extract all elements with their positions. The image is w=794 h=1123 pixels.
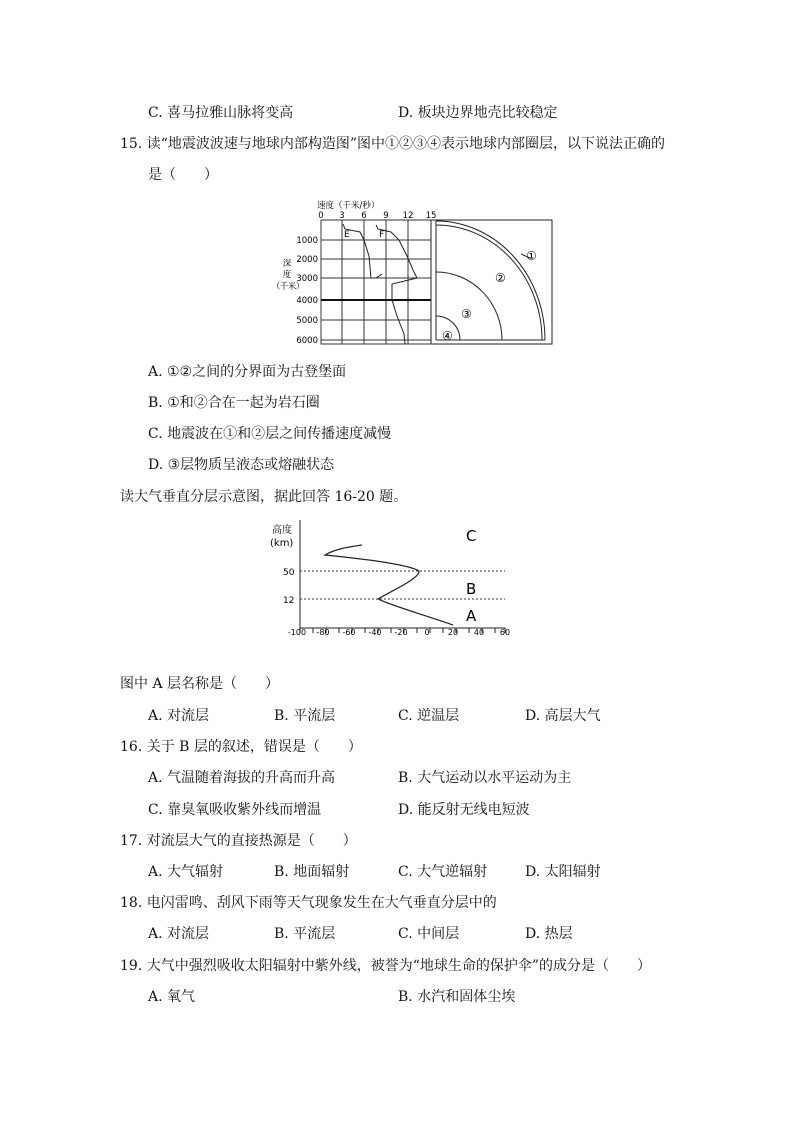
depth-label-char: （ [271,282,281,292]
q16-stem: 16. 关于 B 层的叙述，错误是（ ） [120,739,362,755]
y-tick-12: 12 [283,596,295,606]
x-tick: 60 [499,628,511,637]
depth-label-char: ） [295,282,305,292]
depth-axis-label [272,259,305,292]
depth-label-char: 度 [282,270,292,280]
wave-f-label: F [379,230,385,240]
q15-option-a: A. ①②之间的分界面为古登堡面 [148,364,347,380]
q19-options [0,987,794,1007]
layer-labels [442,249,537,343]
speed-tick: 0 [318,211,324,221]
speed-tick: 12 [402,211,414,221]
x-axis-tick-labels [288,628,510,637]
q16-option-c: C. 靠臭氧吸收紫外线而增温 [148,802,322,818]
depth-label-char: 深 [282,259,292,269]
layer-1-label: ① [526,249,537,263]
q18-option-a: A. 对流层 [148,926,210,942]
wave-e-curve [343,224,385,278]
seismic-grid [321,220,431,344]
q18-stem: 18. 电闪雷鸣、刮风下雨等天气现象发生在大气垂直分层中的 [120,895,497,911]
qA-options [0,706,794,726]
q15-stem-line1: 15. 读“地震波波速与地球内部构造图”图中①②③④表示地球内部圈层，以下说法正确的 [120,136,666,152]
wave-e-label: E [344,230,350,240]
qA-option-c: C. 逆温层 [398,708,460,724]
q19-option-a: A. 氧气 [148,989,196,1005]
x-axis-minor-ticks [300,628,505,633]
earth-structure-quadrant [431,220,552,344]
depth-tick: 4000 [296,296,318,306]
x-tick: -60 [342,628,356,637]
depth-label-char: 千 [279,282,289,292]
depth-tick: 3000 [296,274,318,284]
depth-tick: 6000 [296,336,318,346]
depth-tick: 5000 [296,316,318,326]
q15-option-b: B. ①和②合在一起为岩石圈 [148,395,320,411]
q18-options [0,924,794,944]
speed-tick: 3 [339,211,345,221]
q15-option-c: C. 地震波在①和②层之间传播速度减慢 [148,426,392,442]
x-tick: 0 [424,628,430,637]
q18-option-c: C. 中间层 [398,926,460,942]
qA-stem: 图中 A 层名称是（ ） [120,676,280,692]
x-tick: 40 [473,628,485,637]
depth-tick: 2000 [296,255,318,265]
q16-options-row1 [0,768,794,788]
speed-tick-labels [318,211,436,221]
q19-stem: 19. 大气中强烈吸收太阳辐射中紫外线，被誉为“地球生命的保护伞”的成分是（ ） [120,958,652,974]
speed-tick: 15 [425,211,437,221]
q17-option-b: B. 地面辐射 [274,864,350,880]
speed-tick: 6 [361,211,367,221]
q18-option-d: D. 热层 [525,926,573,942]
q17-option-d: D. 太阳辐射 [525,864,601,880]
q17-option-c: C. 大气逆辐射 [398,864,488,880]
depth-tick: 1000 [296,236,318,246]
q14-option-d: D. 板块边界地壳比较稳定 [398,105,558,121]
q15-option-d: D. ③层物质呈液态或熔融状态 [148,457,335,473]
q16-option-a: A. 气温随着海拔的升高而升高 [148,770,336,786]
x-tick: -40 [368,628,382,637]
x-tick: -80 [316,628,330,637]
layer-c-label: C [466,527,477,545]
speed-axis-label: 速度（千米/秒） [317,201,380,211]
q17-stem: 17. 对流层大气的直接热源是（ ） [120,833,357,849]
q17-option-a: A. 大气辐射 [148,864,224,880]
height-axis-label-2: (km) [270,538,294,549]
depth-label-char: 米 [287,282,297,292]
q16-option-b: B. 大气运动以水平运动为主 [398,770,572,786]
x-tick: -20 [394,628,408,637]
q17-options [0,862,794,882]
layer-b-label: B [466,580,477,598]
q16-option-d: D. 能反射无线电短波 [398,802,530,818]
temperature-curve [325,545,453,625]
q16-options-row2 [0,800,794,820]
intro-16-20: 读大气垂直分层示意图，据此回答 16-20 题。 [120,489,408,505]
x-tick: 20 [447,628,459,637]
depth-tick-labels [296,236,318,346]
layer-2-label: ② [495,271,506,285]
layer-3-label: ③ [461,307,472,321]
layer-a-label: A [466,607,477,625]
speed-tick: 9 [383,211,389,221]
q19-option-b: B. 水汽和固体尘埃 [398,989,516,1005]
q14-option-c: C. 喜马拉雅山脉将变高 [148,105,294,121]
q18-option-b: B. 平流层 [274,926,336,942]
qA-option-d: D. 高层大气 [525,708,601,724]
y-tick-50: 50 [283,568,295,578]
qA-option-a: A. 对流层 [148,708,210,724]
q14-options [0,103,794,123]
layer-4-label: ④ [442,329,453,343]
q15-stem-line2: 是（ ） [148,167,218,183]
qA-option-b: B. 平流层 [274,708,336,724]
wave-f-curve [376,225,417,344]
height-axis-label-1: 高度 [272,525,292,536]
x-tick: -100 [287,628,307,637]
